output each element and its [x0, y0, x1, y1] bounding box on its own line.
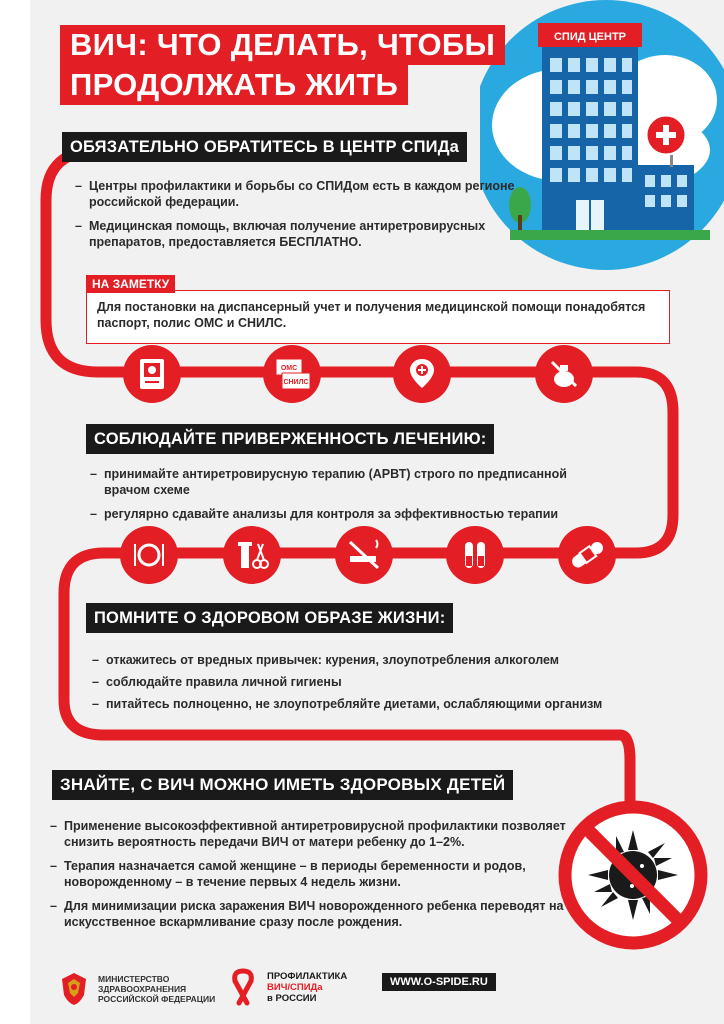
note-text: Для постановки на диспансерный учет и получения медицинской помощи понадобятся паспорт, полис ОМС и СНИЛС. — [97, 300, 646, 330]
list-item: – принимайте антиретровирусную терапию (АРВТ) строго по предписанной врачом схеме — [90, 466, 610, 498]
list-item: – Применение высокоэффективной антиретровирусной профилактики позволяет снизить вероятность передачи ВИЧ от матери ребенку до 1–2%. — [50, 818, 570, 850]
ministry-line-3: РОССИЙСКОЙ ФЕДЕРАЦИИ — [98, 994, 216, 1004]
website-link[interactable]: WWW.O-SPIDE.RU — [382, 973, 496, 991]
ministry-line-1: МИНИСТЕРСТВО — [98, 974, 170, 984]
pills-icon — [558, 526, 616, 584]
insurance-cards-icon — [263, 345, 321, 403]
section4-heading: ЗНАЙТЕ, С ВИЧ МОЖНО ИМЕТЬ ЗДОРОВЫХ ДЕТЕЙ — [52, 770, 513, 800]
plate-cutlery-icon — [120, 526, 178, 584]
no-smoking-icon — [335, 526, 393, 584]
prof-line-3: в РОССИИ — [267, 992, 317, 1004]
page-title — [60, 25, 505, 105]
section2-list — [90, 466, 610, 530]
card-label-oms: ОМС — [280, 365, 298, 372]
hospital-illustration — [480, 0, 724, 275]
list-item: – регулярно сдавайте анализы для контроля за эффективностью терапии — [90, 506, 610, 522]
no-virus-icon — [558, 800, 708, 950]
section3-list — [92, 652, 652, 720]
hospital-sign: СПИД ЦЕНТР — [553, 31, 627, 43]
title-line-2: ПРОДОЛЖАТЬ ЖИТЬ — [60, 65, 408, 105]
prof-line-1: ПРОФИЛАКТИКА — [267, 970, 348, 982]
list-item: – Терапия назначается самой женщине – в периоды беременности и родов, новорожденному – в течение первых 4 недель жизни. — [50, 858, 570, 890]
title-line-1: ВИЧ: ЧТО ДЕЛАТЬ, ЧТОБЫ — [60, 25, 505, 65]
list-item: – Для минимизации риска заражения ВИЧ новорожденного ребенка переводят на искусственное вскармливание сразу после рождения. — [50, 898, 570, 930]
note-tag: НА ЗАМЕТКУ — [86, 275, 175, 293]
red-ribbon-icon — [225, 967, 261, 1007]
hygiene-tools-icon — [223, 526, 281, 584]
card-label-snils: СНИЛС — [283, 379, 309, 386]
section2-heading: СОБЛЮДАЙТЕ ПРИВЕРЖЕННОСТЬ ЛЕЧЕНИЮ: — [86, 424, 494, 454]
list-item: – откажитесь от вредных привычек: курения, злоупотребления алкоголем — [92, 652, 652, 668]
test-tubes-icon — [446, 526, 504, 584]
note-box — [86, 290, 670, 344]
list-item: – Медицинская помощь, включая получение антиретровирусных препаратов, предоставляется БЕСПЛАТНО. — [75, 218, 515, 250]
section1-list — [75, 178, 515, 258]
list-item: – питайтесь полноценно, не злоупотребляйте диетами, ослабляющими организм — [92, 696, 652, 712]
ministry-line-2: ЗДРАВООХРАНЕНИЯ — [98, 984, 187, 994]
section3-heading: ПОМНИТЕ О ЗДОРОВОМ ОБРАЗЕ ЖИЗНИ: — [86, 603, 453, 633]
footer — [30, 965, 724, 1015]
section1-heading: ОБЯЗАТЕЛЬНО ОБРАТИТЕСЬ В ЦЕНТР СПИДа — [62, 132, 467, 162]
coat-of-arms-icon — [58, 971, 90, 1007]
location-pin-icon — [393, 345, 451, 403]
section4-list — [50, 818, 570, 938]
prof-line-2: ВИЧ/СПИДа — [267, 981, 323, 993]
list-item: – соблюдайте правила личной гигиены — [92, 674, 652, 690]
no-payment-icon — [535, 345, 593, 403]
infographic-poster — [30, 0, 724, 1024]
prevention-logo — [225, 967, 347, 1007]
ministry-logo — [58, 971, 218, 1007]
passport-icon — [123, 345, 181, 403]
list-item: – Центры профилактики и борьбы со СПИДом есть в каждом регионе российской федерации. — [75, 178, 515, 210]
